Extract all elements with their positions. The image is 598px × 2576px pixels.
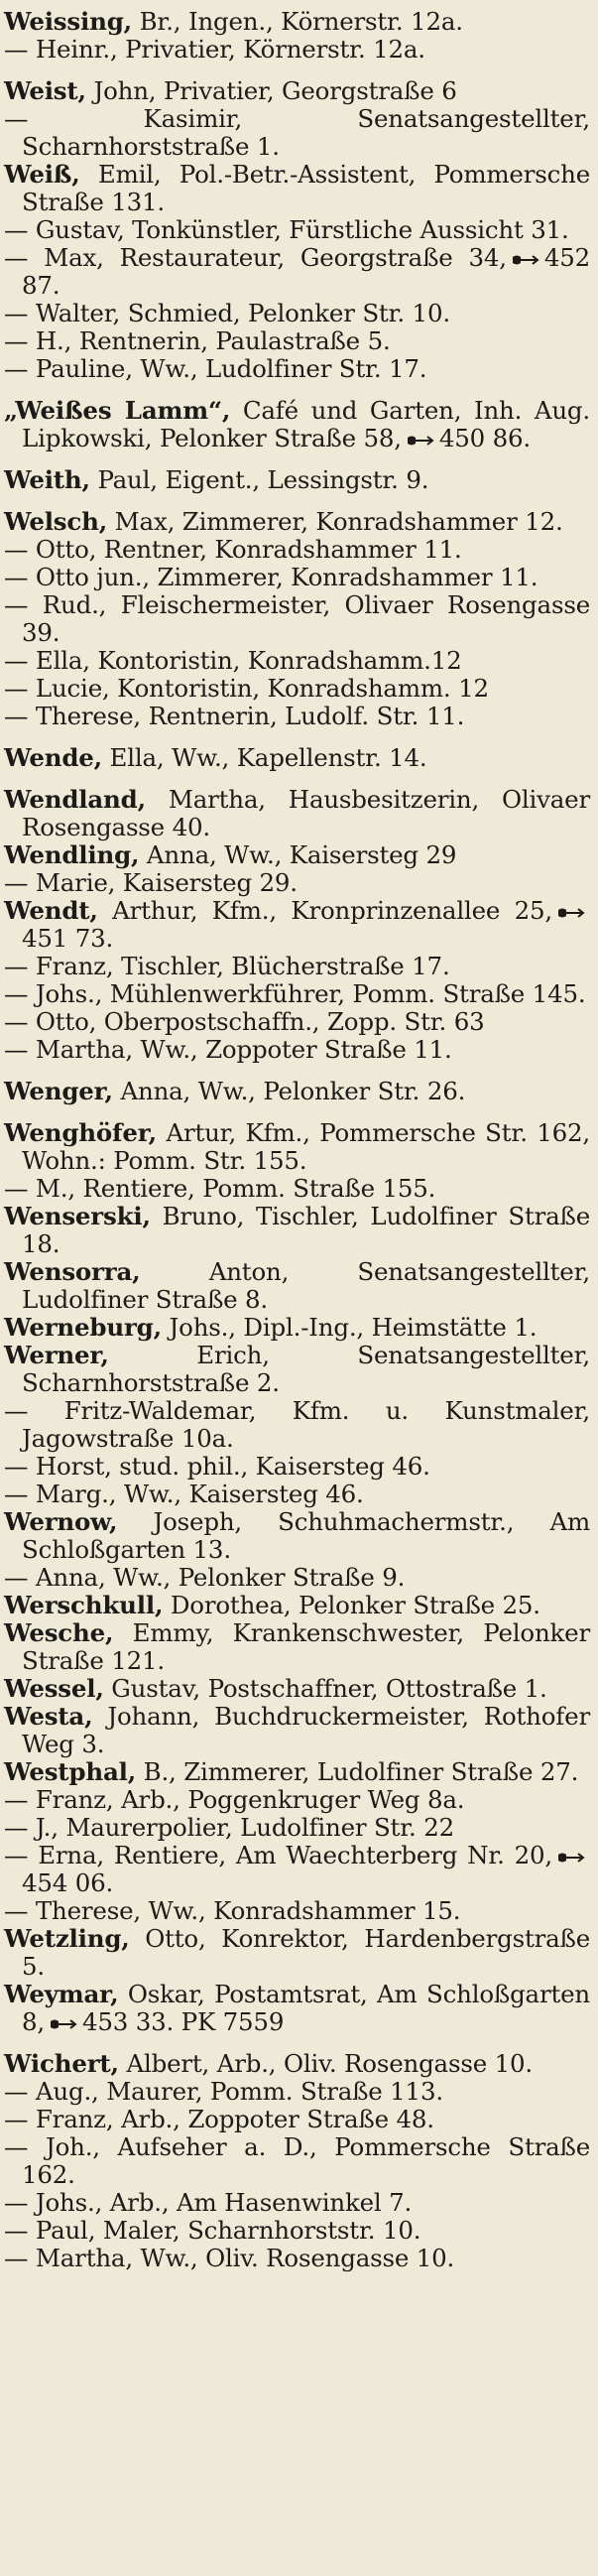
entry-surname: Weymar, <box>4 1980 119 2008</box>
directory-entry <box>4 1508 590 1564</box>
entry-details: — Kasimir, Senatsangestellter, Scharnhorststraße 1. <box>4 104 590 161</box>
directory-entry <box>4 2245 590 2272</box>
entry-surname: Wernow, <box>4 1507 118 1536</box>
entry-details: — Anna, Ww., Pelonker Straße 9. <box>4 1563 406 1592</box>
directory-entry <box>4 1897 590 1925</box>
entry-details: — Joh., Aufseher a. D., Pommersche Straße 162. <box>4 2132 590 2189</box>
directory-entry <box>4 1842 590 1897</box>
entry-surname: Weith, <box>4 465 90 494</box>
directory-entry <box>4 1564 590 1592</box>
entry-surname: Westphal, <box>4 1757 137 1786</box>
directory-entry <box>4 2189 590 2217</box>
entry-details: Anton, Senatsangestellter, Ludolfiner Straße 8. <box>22 1257 590 1314</box>
entry-details: — Erna, Rentiere, Am Waechterberg Nr. 20, <box>4 1841 552 1869</box>
entry-details: Bruno, Tischler, Ludolfiner Straße 18. <box>22 1202 590 1258</box>
entry-details: — Rud., Fleischermeister, Olivaer Rosengasse 39. <box>4 590 590 647</box>
entry-details: Ella, Ww., Kapellenstr. 14. <box>101 743 427 772</box>
directory-entry <box>4 536 590 564</box>
entry-details: — Otto jun., Zimmerer, Konradshammer 11. <box>4 563 538 591</box>
directory-entry <box>4 77 590 105</box>
entry-details: — Ella, Kontoristin, Konradshamm.12 <box>4 646 462 675</box>
entry-details: — Heinr., Privatier, Körnerstr. 12a. <box>4 35 425 64</box>
entry-details: — Walter, Schmied, Pelonker Str. 10. <box>4 299 450 327</box>
directory-entry <box>4 1453 590 1481</box>
block-gap <box>4 1105 590 1119</box>
entry-details: — Therese, Rentnerin, Ludolf. Str. 11. <box>4 702 465 730</box>
entry-details: — Johs., Mühlenwerkführer, Pomm. Straße 145. <box>4 979 586 1008</box>
entry-details: Emil, Pol.-Betr.-Assistent, Pommersche Straße 131. <box>22 160 590 216</box>
directory-entry <box>4 1481 590 1508</box>
entry-details: — J., Maurerpolier, Ludolfiner Str. 22 <box>4 1813 454 1842</box>
entry-details: Martha, Hausbesitzerin, Olivaer Rosengasse 40. <box>22 785 590 841</box>
telephone-icon <box>406 434 435 448</box>
entry-details: Max, Zimmerer, Konradshammer 12. <box>107 507 563 536</box>
entry-surname: Weissing, <box>4 7 132 36</box>
entry-surname: Wichert, <box>4 2049 119 2078</box>
directory-entry <box>4 1078 590 1105</box>
block-gap <box>4 1064 590 1078</box>
entry-details: Erich, Senatsangestellter, Scharnhorststraße 2. <box>22 1341 590 1397</box>
entry-details: Joseph, Schuhmachermstr., Am Schloßgarten 13. <box>22 1507 590 1564</box>
entry-details: Albert, Arb., Oliv. Rosengasse 10. <box>118 2049 533 2078</box>
directory-entry <box>4 897 590 953</box>
directory-entry <box>4 2217 590 2245</box>
entry-details: Arthur, Kfm., Kronprinzenallee 25, <box>97 896 552 925</box>
block-gap <box>4 452 590 466</box>
entry-details: — Franz, Tischler, Blücherstraße 17. <box>4 952 450 980</box>
entry-details: — Paul, Maler, Scharnhorststr. 10. <box>4 2216 421 2245</box>
directory-entry <box>4 1119 590 1175</box>
entry-details: — Therese, Ww., Konradshammer 15. <box>4 1896 461 1925</box>
entry-details: Anna, Ww., Pelonker Str. 26. <box>112 1077 466 1105</box>
entry-details: — Pauline, Ww., Ludolfiner Str. 17. <box>4 354 427 383</box>
entry-details: — H., Rentnerin, Paulastraße 5. <box>4 326 391 355</box>
entry-surname: Wessel, <box>4 1674 104 1703</box>
entry-details: Anna, Ww., Kaisersteg 29 <box>139 840 457 869</box>
block-gap <box>4 383 590 397</box>
directory-entry <box>4 1036 590 1064</box>
directory-entry <box>4 327 590 355</box>
directory-entry <box>4 1342 590 1397</box>
entry-details: Oskar, Postamtsrat, Am Schloßgarten 8, <box>22 1980 590 2036</box>
directory-entry <box>4 1203 590 1258</box>
entry-details: — Franz, Arb., Zoppoter Straße 48. <box>4 2105 434 2133</box>
entry-surname: Wesche, <box>4 1618 114 1647</box>
telephone-icon <box>49 2017 78 2031</box>
entry-details: Johs., Dipl.-Ing., Heimstätte 1. <box>161 1313 538 1342</box>
block-gap <box>4 64 590 77</box>
entry-details: — Fritz-Waldemar, Kfm. u. Kunstmaler, Jagowstraße 10a. <box>4 1396 590 1453</box>
entry-surname: Weiß, <box>4 160 80 189</box>
phone-number: 453 33. PK 7559 <box>81 2007 285 2036</box>
directory-entry <box>4 36 590 64</box>
entry-details: — Gustav, Tonkünstler, Fürstliche Aussicht 31. <box>4 215 569 244</box>
entry-details: — M., Rentiere, Pomm. Straße 155. <box>4 1174 436 1203</box>
directory-entry <box>4 980 590 1008</box>
directory-entry <box>4 244 590 300</box>
directory-entry <box>4 1008 590 1036</box>
entry-details: — Otto, Oberpostschaffn., Zopp. Str. 63 <box>4 1007 485 1036</box>
entry-details: Johann, Buchdruckermeister, Rothofer Weg 3. <box>22 1702 590 1758</box>
entry-details: — Otto, Rentner, Konradshammer 11. <box>4 535 462 564</box>
entry-details: — Franz, Arb., Poggenkruger Weg 8a. <box>4 1785 465 1814</box>
entry-details: — Max, Restaurateur, Georgstraße 34, <box>4 243 507 272</box>
directory-entry <box>4 397 590 452</box>
entry-surname: Welsch, <box>4 507 108 536</box>
telephone-icon <box>556 1851 586 1865</box>
directory-entry <box>4 2050 590 2078</box>
entry-surname: Werner, <box>4 1341 109 1369</box>
entry-details: Café und Garten, Inh. Aug. Lipkowski, Pelonker Straße 58, <box>22 396 591 452</box>
block-gap <box>4 2036 590 2050</box>
directory-entry <box>4 675 590 703</box>
entry-details: Artur, Kfm., Pommersche Str. 162, Wohn.: Pomm. Str. 155. <box>22 1118 590 1175</box>
entry-surname: „Weißes Lamm“, <box>4 396 231 425</box>
directory-entry <box>4 2133 590 2189</box>
directory-entry <box>4 466 590 494</box>
entry-surname: Wensorra, <box>4 1257 141 1286</box>
entry-surname: Wendland, <box>4 785 146 814</box>
entry-details: Paul, Eigent., Lessingstr. 9. <box>89 465 429 494</box>
directory-entry <box>4 1675 590 1703</box>
telephone-icon <box>511 253 540 267</box>
directory-entry <box>4 2106 590 2133</box>
entry-surname: Wenserski, <box>4 1202 151 1230</box>
entry-details: Dorothea, Pelonker Straße 25. <box>163 1591 540 1619</box>
directory-entry <box>4 300 590 327</box>
block-gap <box>4 494 590 508</box>
phone-number: 450 86. <box>438 424 531 452</box>
directory-entry <box>4 355 590 383</box>
directory-entry <box>4 703 590 730</box>
directory-entry <box>4 647 590 675</box>
block-gap <box>4 730 590 744</box>
directory-entry <box>4 1703 590 1758</box>
entry-details: — Aug., Maurer, Pomm. Straße 113. <box>4 2077 443 2106</box>
entry-details: Emmy, Krankenschwester, Pelonker Straße 121. <box>22 1618 590 1675</box>
entry-details: — Marg., Ww., Kaisersteg 46. <box>4 1480 364 1508</box>
directory-entry <box>4 1258 590 1314</box>
directory-entry <box>4 216 590 244</box>
directory-entry <box>4 1592 590 1619</box>
entry-surname: Weist, <box>4 76 86 105</box>
entry-details: B., Zimmerer, Ludolfiner Straße 27. <box>136 1757 579 1786</box>
phone-number: 454 06. <box>22 1868 114 1897</box>
phone-number: 451 73. <box>22 924 114 953</box>
directory-entry <box>4 1981 590 2036</box>
entry-details: — Martha, Ww., Zoppoter Straße 11. <box>4 1035 452 1064</box>
directory-entry <box>4 744 590 772</box>
directory-entry <box>4 1619 590 1675</box>
entry-details: John, Privatier, Georgstraße 6 <box>85 76 457 105</box>
entry-details: — Martha, Ww., Oliv. Rosengasse 10. <box>4 2244 455 2272</box>
directory-entry <box>4 1758 590 1786</box>
directory-entry <box>4 1814 590 1842</box>
entry-details: Gustav, Postschaffner, Ottostraße 1. <box>103 1674 547 1703</box>
directory-entry <box>4 105 590 161</box>
directory-entry <box>4 953 590 980</box>
entry-surname: Wende, <box>4 743 102 772</box>
directory-entry <box>4 1314 590 1342</box>
entry-details: Br., Ingen., Körnerstr. 12a. <box>131 7 463 36</box>
directory-entry <box>4 8 590 36</box>
directory-entry <box>4 2078 590 2106</box>
entry-surname: Wenger, <box>4 1077 113 1105</box>
directory-entry <box>4 1786 590 1814</box>
entry-surname: Werschkull, <box>4 1591 164 1619</box>
entry-surname: Wenghöfer, <box>4 1118 157 1147</box>
entry-details: — Lucie, Kontoristin, Konradshamm. 12 <box>4 674 489 703</box>
phone-number: 452 87. <box>22 243 590 300</box>
entry-surname: Wendling, <box>4 840 140 869</box>
entry-details: — Marie, Kaisersteg 29. <box>4 868 298 897</box>
directory-entry <box>4 161 590 216</box>
directory-entry <box>4 841 590 869</box>
entry-details: — Horst, stud. phil., Kaisersteg 46. <box>4 1452 430 1481</box>
block-gap <box>4 772 590 786</box>
directory-entry <box>4 508 590 536</box>
directory-entry <box>4 591 590 647</box>
directory-entry <box>4 1397 590 1453</box>
directory-entry <box>4 869 590 897</box>
entry-surname: Westa, <box>4 1702 93 1731</box>
directory-entry <box>4 1175 590 1203</box>
telephone-icon <box>556 906 586 920</box>
entry-surname: Werneburg, <box>4 1313 162 1342</box>
entry-surname: Wetzling, <box>4 1924 130 1953</box>
entry-details: Otto, Konrektor, Hardenbergstraße 5. <box>22 1924 590 1981</box>
entry-details: — Johs., Arb., Am Hasenwinkel 7. <box>4 2188 413 2217</box>
entry-surname: Wendt, <box>4 896 98 925</box>
directory-entry <box>4 564 590 591</box>
directory-entry <box>4 786 590 841</box>
directory-entry <box>4 1925 590 1981</box>
